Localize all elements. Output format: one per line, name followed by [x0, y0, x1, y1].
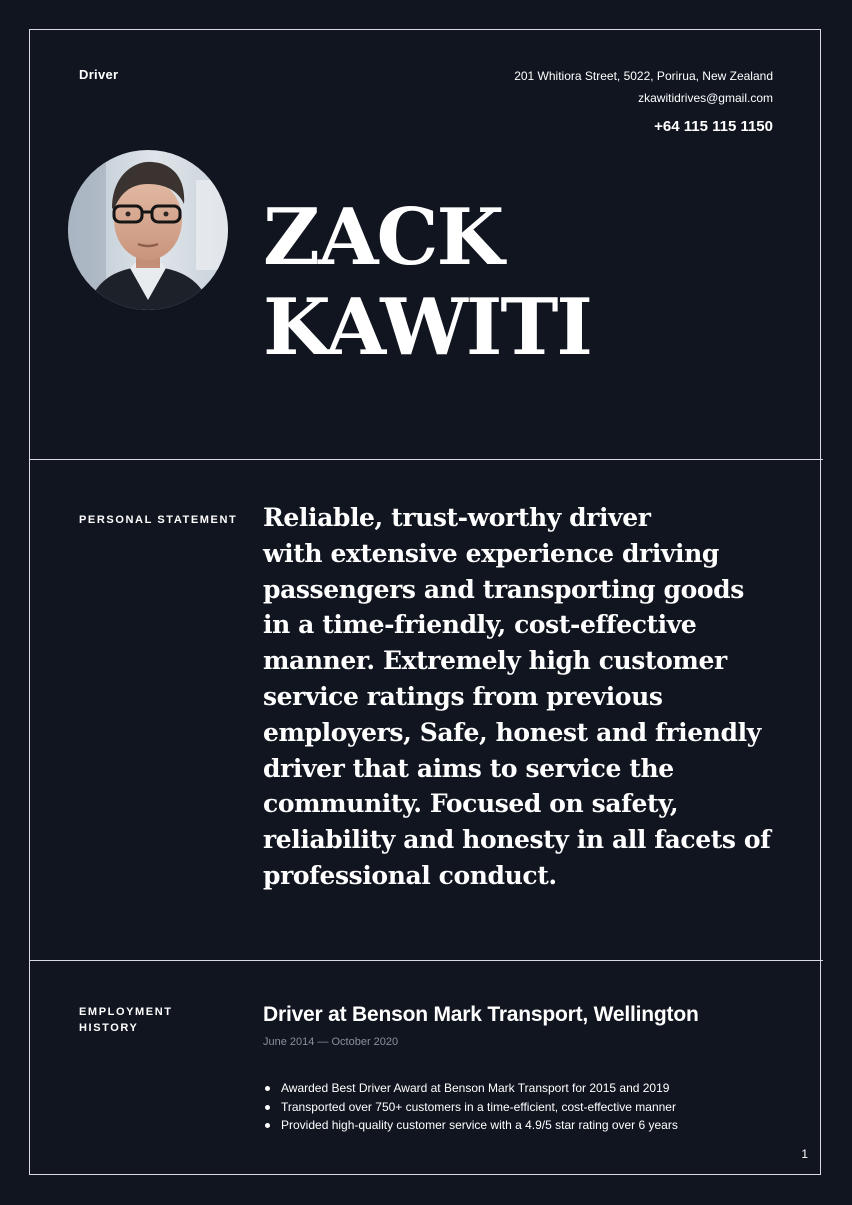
job-role: Driver: [79, 67, 119, 82]
job-dates: June 2014 — October 2020: [263, 1036, 399, 1048]
achievement-list: [263, 1079, 678, 1135]
list-item: [263, 1116, 678, 1135]
statement-line: in a time-friendly, cost-effective: [263, 610, 697, 640]
bullet-icon: [265, 1086, 270, 1091]
statement-line: employers, Safe, honest and friendly: [263, 717, 761, 747]
phone-number: +64 115 115 1150: [654, 118, 773, 135]
employment-history-label: [79, 1004, 173, 1036]
section-divider: [29, 459, 823, 460]
email: zkawitidrives@gmail.com: [638, 91, 773, 105]
section-divider: [29, 960, 823, 961]
statement-line: community. Focused on safety,: [263, 789, 679, 819]
name-first: ZACK: [263, 192, 503, 283]
list-item-text: Awarded Best Driver Award at Benson Mark Transport for 2015 and 2019: [281, 1081, 670, 1095]
statement-line: service ratings from previous: [263, 681, 663, 711]
portrait-illustration: [68, 150, 228, 310]
bullet-icon: [265, 1105, 270, 1110]
employment-label-line: HISTORY: [79, 1022, 139, 1034]
personal-statement-label: PERSONAL STATEMENT: [79, 514, 238, 526]
profile-photo: [68, 150, 228, 310]
name-last: KAWITI: [263, 282, 591, 373]
statement-line: professional conduct.: [263, 860, 557, 890]
statement-line: with extensive experience driving: [263, 538, 720, 568]
bullet-icon: [265, 1123, 270, 1128]
contact-block: [514, 65, 773, 136]
employment-label-line: EMPLOYMENT: [79, 1006, 173, 1018]
candidate-name: [263, 193, 591, 373]
list-item-text: Provided high-quality customer service with a 4.9/5 star rating over 6 years: [281, 1118, 678, 1132]
statement-line: driver that aims to service the: [263, 753, 674, 783]
list-item: [263, 1079, 678, 1098]
statement-line: reliability and honesty in all facets of: [263, 825, 771, 855]
job-title: Driver at Benson Mark Transport, Wellington: [263, 1003, 699, 1026]
statement-line: passengers and transporting goods: [263, 574, 744, 604]
list-item: [263, 1098, 678, 1117]
address: 201 Whitiora Street, 5022, Porirua, New Zealand: [514, 69, 773, 83]
personal-statement-text: [263, 500, 773, 894]
list-item-text: Transported over 750+ customers in a time-efficient, cost-effective manner: [281, 1099, 676, 1114]
statement-line: Reliable, trust-worthy driver: [263, 503, 651, 532]
statement-line: manner. Extremely high customer: [263, 646, 727, 676]
page-number: 1: [801, 1147, 808, 1161]
